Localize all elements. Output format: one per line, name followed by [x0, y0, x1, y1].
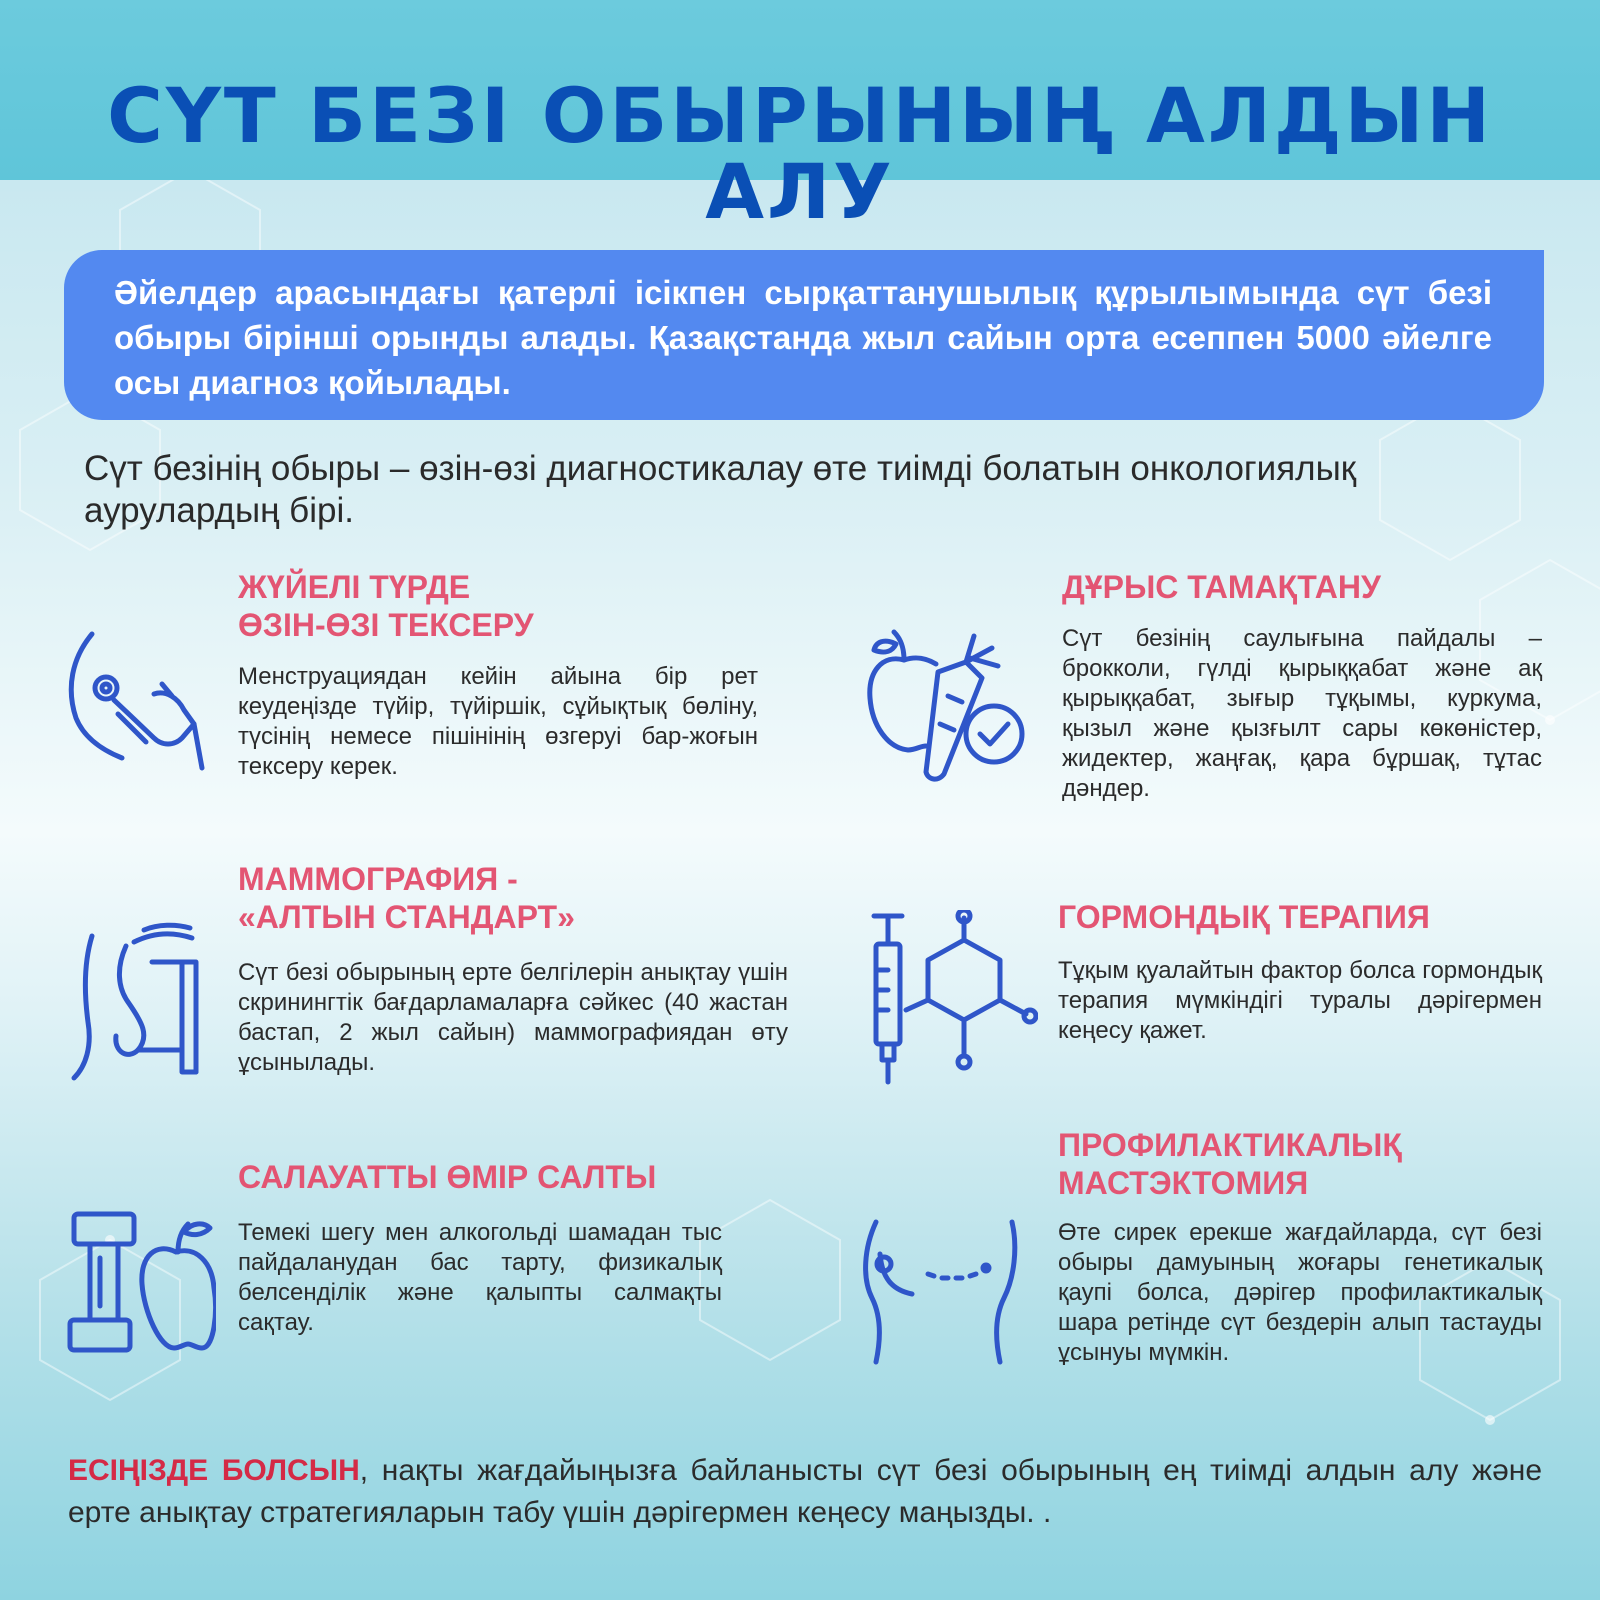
- intro-text: Әйелдер арасындағы қатерлі ісікпен сырқаттанушылық құрылымында сүт безі обыры бірінші орынды алады. Қазақстанда жыл сайын орта есеппен 5000 әйелге осы диагноз қойылады.: [114, 274, 1492, 401]
- section-text-healthy-lifestyle: Темекі шегу мен алкогольді шамадан тыс пайдаланудан бас тарту, физикалық белсенділік және қалыпты салмақты сақтау.: [238, 1219, 722, 1336]
- self-exam-icon: [62, 628, 212, 778]
- healthy-food-icon: [866, 626, 1036, 786]
- footer-text: , нақты жағдайыңызға байланысты сүт безі обырының ең тиімді алдын алу және ерте анықтау стратегияларын табу үшін дәрігермен кеңесу маңызды. .: [68, 1454, 1543, 1529]
- section-title-self-exam: ЖҮЙЕЛІ ТҮРДЕ ӨЗІН-ӨЗІ ТЕКСЕРУ: [238, 569, 534, 643]
- page-title: СҮТ БЕЗІ ОБЫРЫНЫҢ АЛДЫН АЛУ: [107, 71, 1493, 236]
- section-text-mastectomy: Өте сирек ерекше жағдайларда, сүт безі обыры дамуының жоғары генетикалық қаупі болса, дәрігер профилактикалық шара ретінде сүт бездерін алып тастауды ұсынуы мүмкін.: [1058, 1219, 1542, 1366]
- lead-text: Сүт безінің обыры – өзін-өзі диагностикалау өте тиімді болатын онкологиялық аурулардың бірі.: [84, 449, 1357, 530]
- section-title-healthy-lifestyle: САЛАУАТТЫ ӨМІР САЛТЫ: [238, 1159, 657, 1195]
- mammography-icon: [62, 922, 212, 1084]
- hormone-therapy-icon: [868, 910, 1038, 1090]
- healthy-lifestyle-icon: [66, 1208, 216, 1358]
- section-title-healthy-food: ДҰРЫС ТАМАҚТАНУ: [1062, 569, 1381, 605]
- section-text-healthy-food: Сүт безінің саулығына пайдалы – брокколи, гүлді қырыққабат және ақ қырыққабат, зығыр тұқымы, куркума, қызыл және қызғылт сары көкөністер, жидектер, жаңғақ, қара бұршақ, тұтас дәндер.: [1062, 625, 1542, 802]
- mastectomy-icon: [862, 1218, 1032, 1366]
- section-title-mastectomy: ПРОФИЛАКТИКАЛЫҚ МАСТЭКТОМИЯ: [1058, 1127, 1402, 1201]
- section-title-hormone-therapy: ГОРМОНДЫҚ ТЕРАПИЯ: [1058, 899, 1430, 935]
- footer-note: [68, 1450, 1542, 1534]
- section-text-hormone-therapy: Тұқым қуалайтын фактор болса гормондық терапия мүмкіндігі туралы дәрігермен кеңесу қажет.: [1058, 957, 1542, 1044]
- section-text-self-exam: Менструациядан кейін айына бір рет кеудеңізде түйір, түйіршік, сұйықтық бөліну, түсінің немесе пішінінің өзгеруі бар-жоғын тексеру керек.: [238, 663, 758, 780]
- footer-highlight: ЕСІҢІЗДЕ БОЛСЫН: [68, 1454, 360, 1487]
- section-title-mammography: МАММОГРАФИЯ - «АЛТЫН СТАНДАРТ»: [238, 861, 575, 935]
- section-text-mammography: Сүт безі обырының ерте белгілерін анықтау үшін скринингтік бағдарламаларға сәйкес (40 жастан бастап, 2 жыл сайын) маммографиядан өту ұсынылады.: [238, 959, 788, 1076]
